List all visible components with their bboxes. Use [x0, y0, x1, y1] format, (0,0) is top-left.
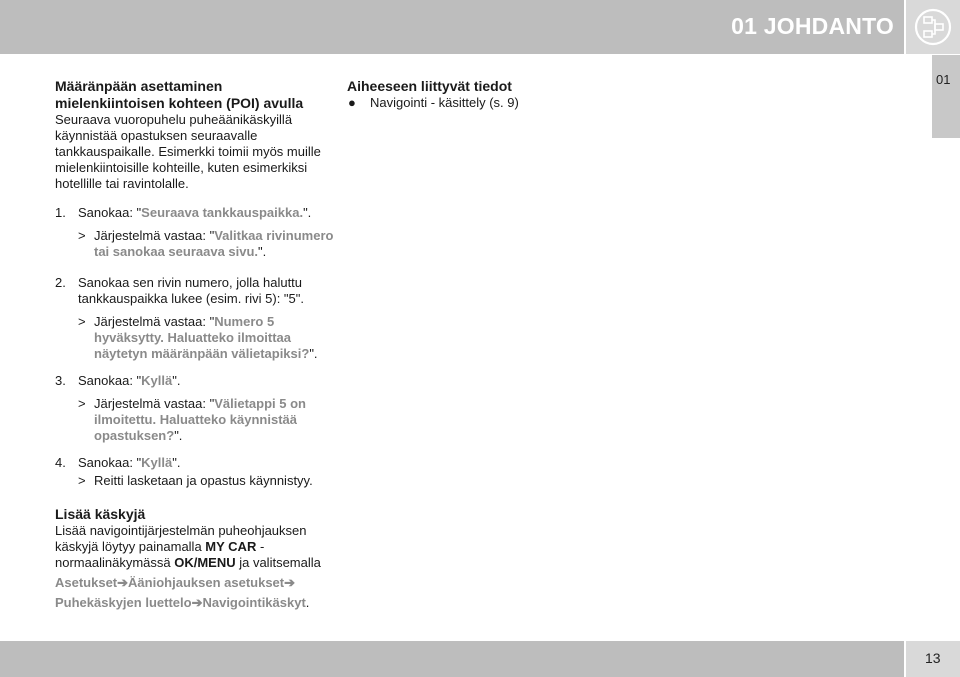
left-column: [55, 78, 335, 613]
step-text: ".: [172, 373, 181, 388]
response-marker: >: [78, 473, 86, 488]
response-text: Reitti lasketaan ja opastus käynnistyy.: [94, 473, 313, 488]
step-text: ".: [172, 455, 181, 470]
footer-bar: [0, 641, 904, 677]
step-number: 3.: [55, 373, 66, 388]
navigation-chapter-icon: [906, 0, 960, 54]
response-text: Järjestelmä vastaa: ": [94, 314, 215, 329]
menu-path-item: Asetukset: [55, 575, 118, 590]
section-heading: [55, 78, 335, 112]
response-text: Järjestelmä vastaa: ": [94, 396, 215, 411]
step-number: 1.: [55, 205, 66, 220]
response-marker: >: [78, 396, 86, 411]
paragraph-text: -normaalinäkymässä: [55, 539, 265, 570]
menu-path-item: Navigointikäskyt: [202, 595, 306, 610]
response-text: Järjestelmä vastaa: ": [94, 228, 215, 243]
menu-path: [55, 573, 335, 613]
page-number-box: [906, 641, 960, 677]
chapter-tab-label: 01: [936, 72, 951, 87]
chapter-icon-box: [906, 0, 960, 54]
step-text: Sanokaa: ": [78, 373, 142, 388]
response-text: ".: [258, 244, 267, 259]
system-phrase: Valitkaa rivinumero tai sanokaa seuraava sivu.: [94, 228, 334, 259]
system-phrase: Numero 5 hyväksytty. Haluatteko ilmoittaa näytetyn määränpään välietapiksi?: [94, 314, 310, 361]
arrow-right-icon: ➔: [284, 575, 296, 590]
arrow-right-icon: ➔: [191, 595, 203, 610]
menu-path-item: Puhekäskyjen luettelo: [55, 595, 192, 610]
response-text: ".: [309, 346, 318, 361]
response-text: ".: [174, 428, 183, 443]
menu-path-item: Ääniohjauksen asetukset: [128, 575, 285, 590]
step-4: [55, 455, 335, 489]
right-column: [347, 78, 607, 111]
related-info-link[interactable]: Navigointi - käsittely (s. 9): [370, 95, 519, 110]
section-heading-line1: Määränpään asettaminen: [55, 78, 223, 94]
step-text: Sanokaa: ": [78, 205, 142, 220]
system-phrase: Välietappi 5 on ilmoitettu. Haluatteko käynnistää opastuksen?: [94, 396, 306, 443]
system-response: [78, 228, 335, 260]
system-response: [78, 473, 335, 489]
system-response: [78, 314, 335, 362]
step-number: 4.: [55, 455, 66, 470]
chapter-title: 01 JOHDANTO: [731, 13, 894, 39]
voice-command: Seuraava tankkauspaikka.: [141, 205, 304, 220]
step-text: Sanokaa sen rivin numero, jolla haluttu tankkauspaikka lukee (esim. rivi 5): "5".: [78, 275, 304, 306]
step-2: [55, 275, 335, 362]
more-commands-heading: Lisää käskyjä: [55, 506, 146, 522]
arrow-right-icon: ➔: [117, 575, 129, 590]
step-text: ".: [303, 205, 312, 220]
my-car-key: MY CAR: [205, 539, 257, 554]
chapter-tab: [932, 55, 960, 138]
page-number: 13: [925, 650, 941, 666]
paragraph-text: ja valitsemalla: [235, 555, 321, 570]
voice-command: Kyllä: [141, 455, 173, 470]
intro-paragraph: Seuraava vuoropuhelu puheäänikäskyillä käynnistää opastuksen seuraavalle tankkauspaikalle. Esimerkki toimii myös muille mielenkiintoisille kohteille, kuten esimerkiksi hotellille tai ravintolalle.: [55, 112, 321, 191]
step-text: Sanokaa: ": [78, 455, 142, 470]
response-marker: >: [78, 228, 86, 243]
related-info-heading: Aiheeseen liittyvät tiedot: [347, 78, 512, 94]
paragraph-text: Lisää navigointijärjestelmän puheohjauksen käskyjä löytyy painamalla: [55, 523, 307, 554]
step-number: 2.: [55, 275, 66, 290]
voice-command: Kyllä: [141, 373, 173, 388]
section-heading-line2: mielenkiintoisen kohteen (POI) avulla: [55, 95, 304, 111]
step-1: [55, 205, 335, 260]
response-marker: >: [78, 314, 86, 329]
system-response: [78, 396, 335, 444]
ok-menu-key: OK/MENU: [174, 555, 236, 570]
more-commands-paragraph: [55, 523, 335, 571]
bullet-icon: ●: [348, 95, 356, 110]
menu-path-end: .: [305, 595, 310, 610]
step-3: [55, 373, 335, 444]
related-info-item[interactable]: [347, 95, 607, 111]
